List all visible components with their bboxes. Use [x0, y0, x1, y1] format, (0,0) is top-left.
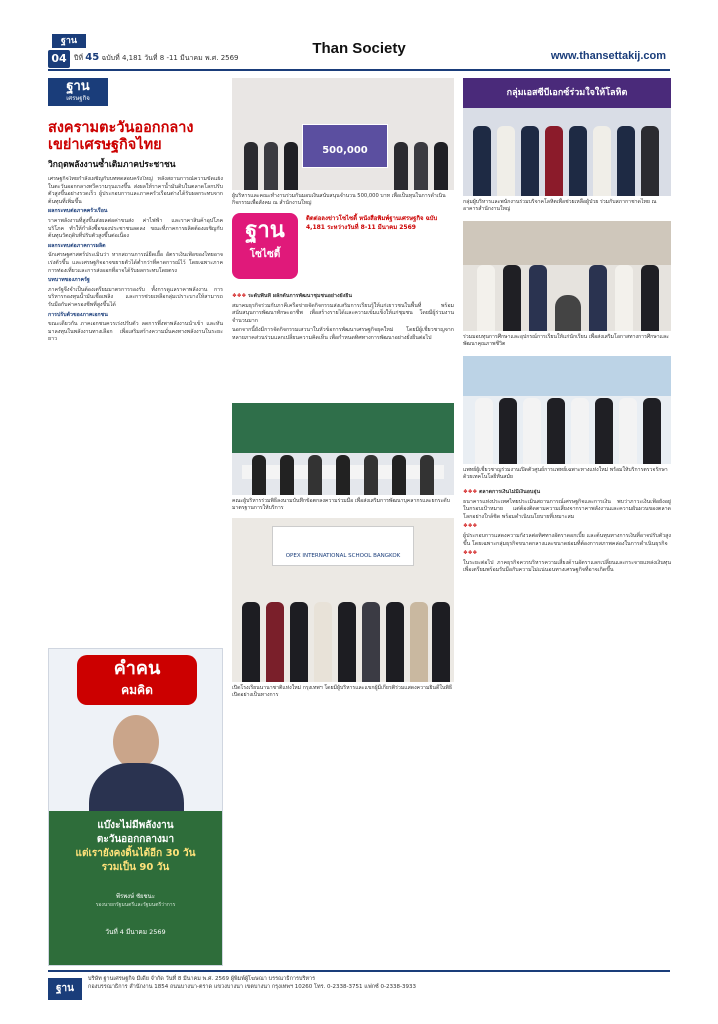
quote-line-1: แบ๊งะไม่มีพลังงาน	[97, 820, 174, 831]
editorial-deck: วิกฤตพลังงานซ้ำเติมภาคประชาชน	[48, 160, 176, 170]
person-figure	[641, 126, 659, 196]
editorial-paragraph: ราคาพลังงานที่สูงขึ้นส่งผลต่อค่าขนส่ง ค่าไฟฟ้า และราคาสินค้าอุปโภคบริโภค ทำให้กำลังซื้อของประชาชนลดลง ขณะที่ภาคการผลิตต้องเผชิญกับต้นทุนวัตถุดิบที่ปรับตัวสูงขึ้นต่อเนื่อง	[48, 217, 223, 240]
stars-marker: ❖❖❖	[463, 550, 478, 557]
person-figure	[392, 455, 406, 495]
person-figure	[280, 455, 294, 495]
person-figure	[503, 265, 521, 331]
cheque-amount: 500,000	[322, 145, 368, 156]
person-figure	[641, 265, 659, 331]
person-figure	[595, 398, 613, 464]
photo-caption: ร่วมมอบทุนการศึกษาและอุปกรณ์การเรียนให้แก่นักเรียน เพื่อส่งเสริมโอกาสทางการศึกษาและพัฒนาคุณภาพชีวิต	[463, 334, 669, 347]
giant-cheque	[302, 124, 388, 168]
person-figure	[529, 265, 547, 331]
article-paragraph: สมาคมธุรกิจร่วมกับภาคีเครือข่ายจัดกิจกรรมส่งเสริมการเรียนรู้ให้แก่เยาวชนในพื้นที่ พร้อมสนับสนุนการพัฒนาทักษะอาชีพ เพื่อสร้างรายได้และความเข้มแข็งให้แก่ชุมชน โดยมีผู้ร่วมงานจำนวนมาก	[232, 302, 454, 324]
person-figure	[473, 126, 491, 196]
editorial-subhead: การปรับตัวของภาคเอกชน	[48, 311, 108, 318]
promo-badge-title: ฐาน	[245, 218, 285, 243]
person-figure	[264, 142, 278, 190]
school-banner-text: OPEX INTERNATIONAL SCHOOL BANGKOK	[285, 553, 401, 559]
society-article	[232, 293, 454, 397]
photo-caption: ผู้บริหารและคณะทำงานร่วมกันมอบเงินสนับสนุนจำนวน 500,000 บาท เพื่อเป็นทุนในการดำเนินกิจกรรมเพื่อสังคม ณ สำนักงานใหญ่	[232, 193, 446, 206]
editorial-body	[48, 176, 223, 616]
person-figure	[643, 398, 661, 464]
editorial-column	[48, 78, 223, 936]
article-paragraph: นอกจากนี้ยังมีการจัดกิจกรรมเสวนาในหัวข้อการพัฒนาเศรษฐกิจยุคใหม่ โดยมีผู้เชี่ยวชาญจากหลายภาคส่วนร่วมแลกเปลี่ยนความคิดเห็น เพื่อกำหนดทิศทางการพัฒนาอย่างยั่งยืนต่อไป	[232, 327, 454, 341]
person-figure	[497, 126, 515, 196]
masthead-logo: ฐาน	[52, 34, 86, 48]
stage-backdrop	[232, 403, 454, 453]
cheque-photo	[232, 78, 454, 190]
editorial-subhead: ผลกระทบต่อภาคครัวเรือน	[48, 208, 108, 215]
wheelchair-shape	[555, 295, 581, 331]
issue-year: 45	[85, 52, 100, 63]
page-number: 04	[48, 50, 70, 68]
editorial-headline	[48, 120, 223, 154]
person-figure	[475, 398, 493, 464]
person-figure	[569, 126, 587, 196]
person-figure	[571, 398, 589, 464]
person-figure	[434, 142, 448, 190]
person-figure	[244, 142, 258, 190]
columnist-suit-shape	[89, 763, 184, 811]
stars-marker: ❖❖❖	[463, 489, 478, 495]
photo-caption: แพทย์ผู้เชี่ยวชาญร่วมงานเปิดตัวศูนย์การแพทย์เฉพาะทางแห่งใหม่ พร้อมให้บริการตรวจรักษาด้วยเทคโนโลยีทันสมัย	[463, 467, 668, 480]
stars-marker: ❖❖❖	[463, 523, 478, 530]
person-figure	[499, 398, 517, 464]
person-figure	[432, 602, 450, 682]
column-logo	[48, 78, 108, 106]
person-figure	[619, 398, 637, 464]
headline-line-2: เขย่าเศรษฐกิจไทย	[48, 137, 162, 153]
columnist-face-shape	[113, 715, 159, 769]
person-figure	[593, 126, 611, 196]
page-header	[0, 0, 718, 65]
article-paragraph: ธนาคารแห่งประเทศไทยประเมินสถานการณ์เศรษฐกิจและการเงิน พบว่าภาวะเงินเฟ้อยังอยู่ในกรอบเป้าหมาย แต่ต้องติดตามความเสี่ยงจากราคาพลังงานและความผันผวนของตลาดโลกอย่างใกล้ชิด พร้อมดำเนินนโยบายที่เหมาะสม	[463, 498, 671, 520]
column-logo-text: ฐาน	[66, 79, 90, 94]
footer-logo: ฐาน	[48, 978, 82, 1000]
article-lead: ระดับพื้นที่ ผลักดันการพัฒนาชุมชนอย่างยั่งยืน	[247, 293, 352, 299]
person-figure	[394, 142, 408, 190]
person-figure	[266, 602, 284, 682]
person-figure	[410, 602, 428, 682]
quote-author-role: รองนายกรัฐมนตรีและรัฐมนตรีว่าการ	[95, 902, 176, 908]
issue-year-label: ปีที่	[74, 54, 84, 62]
stage-screen	[463, 356, 671, 396]
page-footer	[48, 970, 670, 1004]
website-link[interactable]: www.thansettakij.com	[550, 50, 666, 62]
medical-center-photo	[463, 356, 671, 464]
photo-caption: กลุ่มผู้บริหารและพนักงานร่วมบริจาคโลหิตเพื่อช่วยเหลือผู้ป่วย ร่วมกับสภากาชาดไทย ณ อาคารสำนักงานใหญ่	[463, 199, 657, 212]
mou-signing-photo	[232, 403, 454, 495]
person-figure	[545, 126, 563, 196]
editorial-paragraph: ภาครัฐจึงจำเป็นต้องเตรียมมาตรการรองรับ ทั้งการดูแลราคาพลังงาน การบริหารกองทุนน้ำมันเชื้อเพลิง และการช่วยเหลือกลุ่มเปราะบางให้สามารถรับมือกับค่าครองชีพที่สูงขึ้นได้	[48, 286, 223, 308]
footer-line-1: บริษัท ฐานเศรษฐกิจ มีเดีย จำกัด วันที่ 8 มีนาคม พ.ศ. 2569 ผู้พิมพ์ผู้โฆษณา บรรณาธิการบริหาร	[88, 976, 316, 982]
person-figure	[314, 602, 332, 682]
article-lead: ตลาดการเงินไม่มีเงินอบอุ่น	[478, 489, 541, 495]
footer-text	[88, 975, 670, 991]
columnist-box	[48, 648, 223, 966]
footer-line-2: กองบรรณาธิการ สำนักงาน 1854 ถนนบางนา-ตราด แขวงบางนา เขตบางนา กรุงเทพฯ 10260 โทร. 0-2338-3751 แฟกซ์ 0-2338-3933	[88, 984, 416, 990]
quote-line-3: แต่เรายังคงดิ้นได้อีก 30 วัน	[75, 848, 196, 859]
editorial-paragraph: ขณะเดียวกัน ภาคเอกชนควรเร่งปรับตัว ลดการพึ่งพาพลังงานนำเข้า และหันมาลงทุนในพลังงานทางเลือก เพื่อเสริมสร้างความมั่นคงทางพลังงานในระยะยาว	[48, 321, 223, 343]
column-logo-sub: เศรษฐกิจ	[66, 95, 90, 102]
society-column-center	[232, 78, 454, 699]
wall-panel	[463, 221, 671, 265]
person-figure	[386, 602, 404, 682]
editorial-subhead: บทบาทของภาครัฐ	[48, 277, 90, 284]
person-figure	[547, 398, 565, 464]
person-figure	[589, 265, 607, 331]
article-paragraph: ผู้ประกอบการแสดงความกังวลต่อทิศทางอัตราดอกเบี้ย และต้นทุนทางการเงินที่อาจปรับตัวสูงขึ้น โดยเฉพาะกลุ่มธุรกิจขนาดกลางและขนาดย่อมที่ต้องการสภาพคล่องในการดำเนินธุรกิจ	[463, 532, 671, 547]
person-figure	[420, 455, 434, 495]
person-figure	[252, 455, 266, 495]
quote-date: วันที่ 4 มีนาคม 2569	[105, 928, 166, 936]
section-title: Than Society	[312, 40, 406, 57]
promo-badge-sub: โซไซตี้	[249, 249, 281, 260]
headline-line-1: สงครามตะวันออกกลาง	[48, 120, 194, 136]
person-figure	[523, 398, 541, 464]
person-figure	[414, 142, 428, 190]
person-figure	[362, 602, 380, 682]
quote-line-2: ตะวันออกกลางมา	[96, 834, 175, 845]
editorial-paragraph: เศรษฐกิจไทยกำลังเผชิญกับบททดสอบครั้งใหญ่ หลังสถานการณ์ความขัดแย้งในตะวันออกกลางทวีความรุนแรงขึ้น ส่งผลให้ราคาน้ำมันดิบในตลาดโลกปรับตัวสูงขึ้นอย่างรวดเร็ว ผู้ประกอบการและภาคครัวเรือนต่างได้รับผลกระทบจากต้นทุนที่เพิ่มขึ้น	[48, 176, 223, 205]
promo-text: ติดต่อลงข่าวโซไซตี้ หนังสือพิมพ์ฐานเศรษฐกิจ ฉบับ 4,181 ระหว่างวันที่ 8-11 มีนาคม 2569	[306, 215, 438, 231]
society-promo-box	[232, 213, 454, 293]
columnist-subtitle: คมคิด	[121, 683, 153, 697]
columnist-photo	[79, 711, 194, 811]
person-figure	[521, 126, 539, 196]
society-column-right	[463, 78, 671, 779]
scholarship-photo	[463, 221, 671, 331]
person-figure	[615, 265, 633, 331]
person-figure	[336, 455, 350, 495]
event-banner	[463, 78, 671, 108]
person-figure	[477, 265, 495, 331]
columnist-title: คำคน	[113, 658, 161, 679]
article-paragraph: ในระยะต่อไป ภาคธุรกิจควรบริหารความเสี่ยงด้านอัตราแลกเปลี่ยนและกระจายแหล่งเงินทุน เพื่อเตรียมพร้อมรับมือกับความไม่แน่นอนทางเศรษฐกิจที่อาจเกิดขึ้น	[463, 559, 671, 574]
person-figure	[290, 602, 308, 682]
quote-panel	[49, 811, 222, 965]
stars-marker: ❖❖❖	[232, 293, 247, 299]
quote-author: พีรพงษ์ ชัยชนะ	[116, 893, 155, 900]
header-divider	[48, 69, 670, 71]
editorial-paragraph: นักเศรษฐศาสตร์ประเมินว่า หากสถานการณ์ยืดเยื้อ อัตราเงินเฟ้อของไทยอาจเร่งตัวขึ้น และเศรษฐกิจอาจขยายตัวได้ต่ำกว่าที่คาดการณ์ไว้ โดยเฉพาะภาคการท่องเที่ยวและการส่งออกที่อาจได้รับผลกระทบโดยตรง	[48, 252, 223, 274]
finance-article	[463, 489, 671, 779]
editorial-subhead: ผลกระทบต่อภาคการผลิต	[48, 242, 106, 249]
quote-line-4: รวมเป็น 90 วัน	[101, 862, 170, 873]
school-opening-photo	[232, 518, 454, 682]
issue-detail: ฉบับที่ 4,181 วันที่ 8 -11 มีนาคม พ.ศ. 2569	[101, 54, 239, 62]
photo-caption: คณะผู้บริหารร่วมพิธีลงนามบันทึกข้อตกลงความร่วมมือ เพื่อส่งเสริมการพัฒนาบุคลากรและยกระดับมาตรฐานการให้บริการ	[232, 498, 450, 511]
person-figure	[284, 142, 298, 190]
blood-donation-photo	[463, 78, 671, 196]
person-figure	[338, 602, 356, 682]
event-banner-text: กลุ่มเอสซีบีเอกซ์ร่วมใจให้โลหิต	[506, 88, 628, 98]
person-figure	[617, 126, 635, 196]
school-banner	[272, 526, 414, 566]
promo-badge	[232, 213, 298, 279]
person-figure	[242, 602, 260, 682]
photo-caption: เปิดโรงเรียนนานาชาติแห่งใหม่ กรุงเทพฯ โดยมีผู้บริหารและแขกผู้มีเกียรติร่วมแสดงความยินดีในพิธีเปิดอย่างเป็นทางการ	[232, 685, 452, 698]
person-figure	[308, 455, 322, 495]
person-figure	[364, 455, 378, 495]
columnist-badge	[77, 655, 197, 705]
